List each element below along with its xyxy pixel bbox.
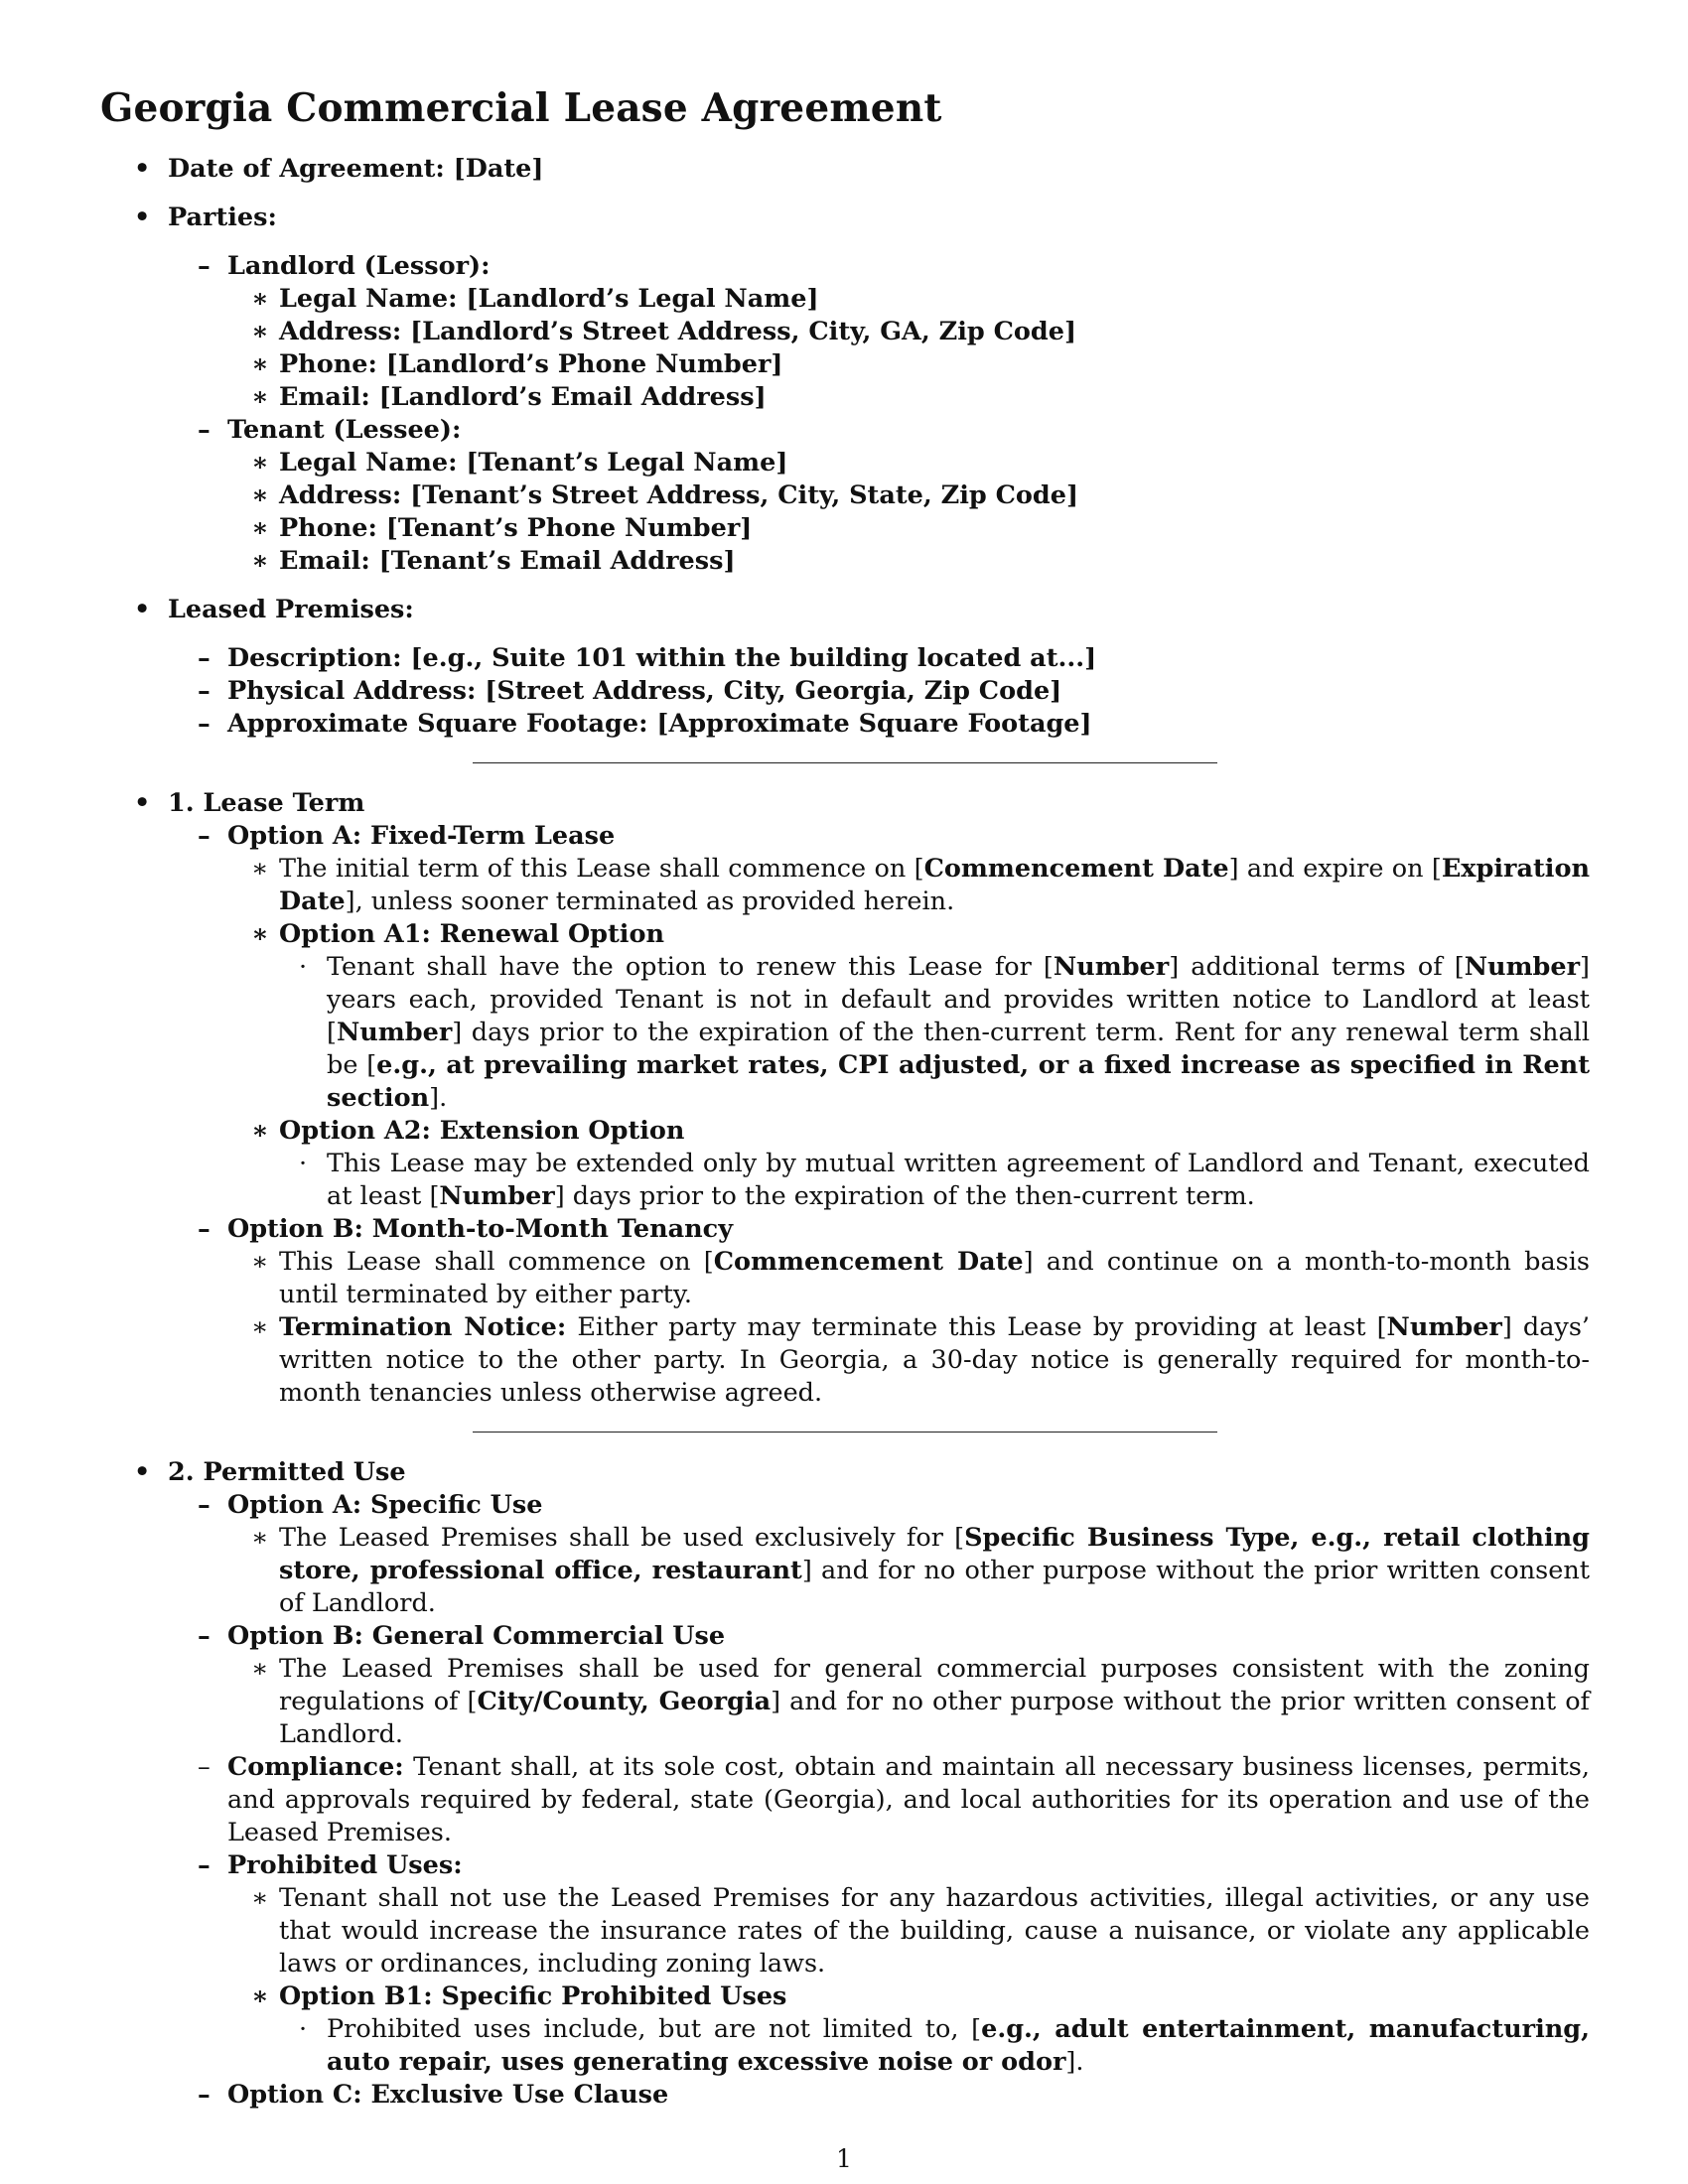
- section-divider: [473, 762, 1217, 763]
- page-title: Georgia Commercial Lease Agreement: [100, 85, 942, 131]
- landlord-address: ∗ Address: [Landlord’s Street Address, City, GA, Zip Code]: [251, 317, 1077, 346]
- tenant-address: ∗ Address: [Tenant’s Street Address, City, State, Zip Code]: [251, 480, 1079, 510]
- lease-term-option-a: – Option A: Fixed-Term Lease: [198, 821, 616, 851]
- document-page: [100, 85, 1590, 2112]
- extension-option-clause: · This Lease may be extended only by mutual written agreement of Landlord and Tenant, executed at least [Number] days prior to the expiration of the then-current term.: [299, 1149, 1590, 1211]
- tenant-legal-name: ∗ Legal Name: [Tenant’s Legal Name]: [251, 448, 788, 478]
- extension-option-heading: ∗ Option A2: Extension Option: [251, 1116, 685, 1146]
- lease-term-option-b: – Option B: Month-to-Month Tenancy: [198, 1214, 734, 1244]
- premises-description: – Description: [e.g., Suite 101 within the building located at...]: [198, 643, 1097, 673]
- landlord-phone: ∗ Phone: [Landlord’s Phone Number]: [251, 349, 783, 379]
- renewal-option-heading: ∗ Option A1: Renewal Option: [251, 919, 665, 949]
- general-use-clause: ∗ The Leased Premises shall be used for general commercial purposes consistent with the zoning regulations of [City/County, Georgia] and for no other purpose without the prior written consent of Landlord.: [251, 1654, 1590, 1749]
- tenant-email: ∗ Email: [Tenant’s Email Address]: [251, 546, 736, 576]
- section-divider: [473, 1432, 1217, 1433]
- permitted-use-option-b: – Option B: General Commercial Use: [198, 1621, 726, 1651]
- landlord-email: ∗ Email: [Landlord’s Email Address]: [251, 382, 767, 412]
- tenant-heading: – Tenant (Lessee):: [198, 415, 462, 445]
- parties-heading: • Parties:: [134, 203, 277, 232]
- agreement-date: • Date of Agreement: [Date]: [134, 154, 544, 184]
- termination-notice-clause: ∗ Termination Notice: Either party may terminate this Lease by providing at least [Number] days’ written notice to the other party. In Georgia, a 30-day notice is generally required for month-to-month tenancies unless otherwise agreed.: [251, 1312, 1591, 1408]
- prohibited-uses-clause: ∗ Tenant shall not use the Leased Premises for any hazardous activities, illegal activities, or any use that would increase the insurance rates of the building, cause a nuisance, or violate any applicable laws or ordinances, including zoning laws.: [251, 1883, 1590, 1979]
- prohibited-uses-heading: – Prohibited Uses:: [198, 1850, 463, 1880]
- exclusive-use-option-c: – Option C: Exclusive Use Clause: [198, 2080, 669, 2110]
- fixed-term-clause: ∗ The initial term of this Lease shall commence on [Commencement Date] and expire on [Expiration Date], unless sooner terminated as provided herein.: [251, 854, 1590, 916]
- renewal-option-clause: · Tenant shall have the option to renew this Lease for [Number] additional terms of [Number] years each, provided Tenant is not in default and provides written notice to Landlord at least [Number] days prior to the expiration of the then-current term. Rent for any renewal term shall be [e.g., at prevailing market rates, CPI adjusted, or a fixed increase as specified in Rent section].: [299, 952, 1590, 1113]
- specific-prohibited-uses-heading: ∗ Option B1: Specific Prohibited Uses: [251, 1981, 787, 2011]
- specific-prohibited-uses-clause: · Prohibited uses include, but are not limited to, [e.g., adult entertainment, manufacturing, auto repair, uses generating excessive noise or odor].: [299, 2014, 1591, 2077]
- permitted-use-option-a: – Option A: Specific Use: [198, 1490, 543, 1520]
- premises-address: – Physical Address: [Street Address, City, Georgia, Zip Code]: [198, 676, 1062, 706]
- compliance-clause: – Compliance: Tenant shall, at its sole cost, obtain and maintain all necessary business licenses, permits, and approvals required by federal, state (Georgia), and local authorities for its operation and use of the Leased Premises.: [198, 1752, 1590, 1847]
- page-number: 1: [836, 2144, 852, 2173]
- specific-use-clause: ∗ The Leased Premises shall be used exclusively for [Specific Business Type, e.g., retail clothing store, professional office, restaurant] and for no other purpose without the prior written consent of Landlord.: [251, 1523, 1591, 1618]
- tenant-phone: ∗ Phone: [Tenant’s Phone Number]: [251, 513, 753, 543]
- month-to-month-clause: ∗ This Lease shall commence on [Commencement Date] and continue on a month-to-month basis until terminated by either party.: [251, 1247, 1590, 1309]
- section-1-heading: • 1. Lease Term: [134, 788, 365, 818]
- landlord-heading: – Landlord (Lessor):: [198, 251, 491, 281]
- premises-square-footage: – Approximate Square Footage: [Approximate Square Footage]: [198, 709, 1092, 739]
- landlord-legal-name: ∗ Legal Name: [Landlord’s Legal Name]: [251, 284, 819, 314]
- section-2-heading: • 2. Permitted Use: [134, 1457, 406, 1487]
- premises-heading: • Leased Premises:: [134, 595, 414, 624]
